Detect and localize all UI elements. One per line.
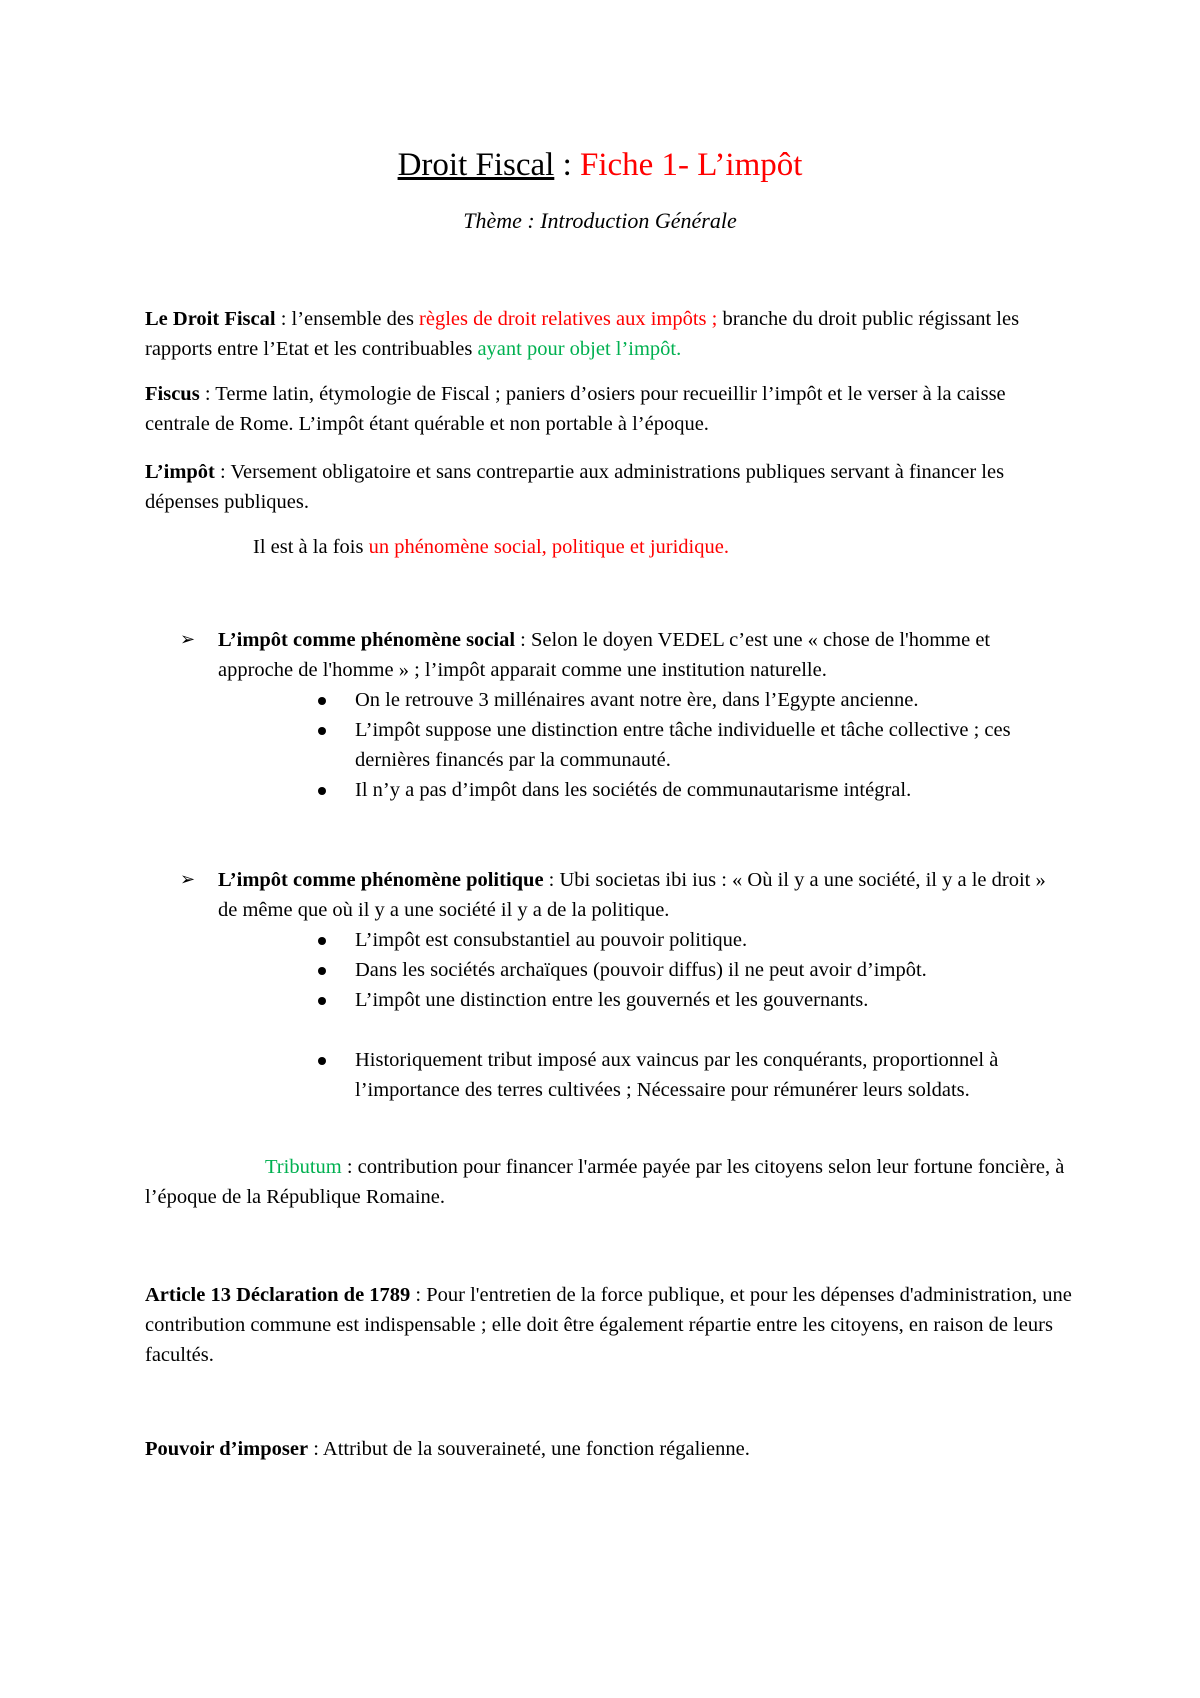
bullet-dot-icon (318, 775, 330, 805)
bullet-dot-icon (318, 715, 330, 745)
definition-impot (145, 457, 1075, 517)
list-item: L’impôt est consubstantiel au pouvoir politique. (355, 929, 748, 951)
term-fiscus: Fiscus (145, 383, 200, 405)
section-politique (218, 865, 1068, 925)
article-13 (145, 1280, 1075, 1370)
term-droit-fiscal: Le Droit Fiscal (145, 308, 276, 330)
bullet-dot-icon (318, 685, 330, 715)
list-item: On le retrouve 3 millénaires avant notre ère, dans l’Egypte ancienne. (355, 689, 919, 711)
definition-text: Pour l'entretien de la force publique, et pour les dépenses d'administration, une contribution commune est indispensable ; elle doit être également répartie entre les citoyens, en raison de leurs facultés. (145, 1284, 1072, 1366)
separator: : (515, 629, 531, 651)
list-item: Dans les sociétés archaïques (pouvoir diffus) il ne peut avoir d’impôt. (355, 959, 927, 981)
definition-fiscus (145, 379, 1075, 439)
arrow-bullet-icon: ➢ (180, 869, 196, 890)
highlight-green: ayant pour objet l’impôt. (477, 338, 682, 360)
bullet-dot-icon (318, 925, 330, 955)
definition-text: Versement obligatoire et sans contrepartie aux administrations publiques servant à financer les dépenses publiques. (145, 461, 1005, 513)
separator: : (410, 1284, 427, 1306)
separator: : (543, 869, 560, 891)
tributum-definition (145, 1152, 1075, 1212)
highlight-red: un phénomène social, politique et juridique. (368, 536, 729, 558)
section-heading: L’impôt comme phénomène social (218, 629, 516, 651)
bullet-dot-icon (318, 985, 330, 1015)
term-article-13: Article 13 Déclaration de 1789 (145, 1284, 411, 1306)
definition-text: l’ensemble des (291, 308, 420, 330)
definition-droit-fiscal (145, 304, 1075, 364)
list-item: L’impôt suppose une distinction entre tâche individuelle et tâche collective ; ces dernières financés par la communauté. (355, 719, 1011, 771)
section-text: Ubi societas ibi ius : « Où il y a une société, il y a le droit » de même que où il y a une société il y a de la politique. (218, 869, 1046, 921)
title-separator: : (554, 147, 580, 183)
list-item: L’impôt une distinction entre les gouvernés et les gouvernants. (355, 989, 869, 1011)
section-heading: L’impôt comme phénomène politique (218, 869, 544, 891)
section-social (218, 625, 1068, 685)
page-subtitle: Thème : Introduction Générale (463, 208, 737, 233)
title-subject: Droit Fiscal (397, 147, 555, 183)
separator: : (214, 461, 231, 483)
pouvoir-imposer (145, 1434, 1075, 1464)
phenomene-statement (253, 532, 1073, 562)
section-text: Selon le doyen VEDEL c’est une « chose de l'homme et approche de l'homme » ; l’impôt apparait comme une institution naturelle. (218, 629, 991, 681)
bullet-dot-icon (318, 955, 330, 985)
list-item: Il n’y a pas d’impôt dans les sociétés de communautarisme intégral. (355, 779, 912, 801)
separator: : (275, 308, 292, 330)
definition-text: Terme latin, étymologie de Fiscal ; paniers d’osiers pour recueillir l’impôt et le verser à la caisse centrale de Rome. L’impôt étant quérable et non portable à l’époque. (145, 383, 1006, 435)
title-fiche: Fiche 1- L’impôt (579, 147, 803, 183)
definition-text: Attribut de la souveraineté, une fonction régalienne. (322, 1438, 750, 1460)
term-impot: L’impôt (145, 461, 215, 483)
page-title (0, 145, 1200, 185)
bullet-dot-icon (318, 1045, 330, 1075)
term-pouvoir: Pouvoir d’imposer (145, 1438, 309, 1460)
phenomene-lead: Il est à la fois (253, 536, 369, 558)
list-item: Historiquement tribut imposé aux vaincus par les conquérants, proportionnel à l’importance des terres cultivées ; Nécessaire pour rémunérer leurs soldats. (355, 1049, 999, 1101)
highlight-red: règles de droit relatives aux impôts ; (419, 308, 718, 330)
separator: : (199, 383, 216, 405)
highlight-green: Tributum (265, 1156, 342, 1178)
definition-text: branche du droit public régissant les rapports entre l’Etat et les contribuables (145, 308, 1020, 360)
separator: : (308, 1438, 323, 1460)
arrow-bullet-icon: ➢ (180, 629, 196, 650)
definition-text: : contribution pour financer l'armée payée par les citoyens selon leur fortune foncière, à l’époque de la République Romaine. (145, 1156, 1065, 1208)
